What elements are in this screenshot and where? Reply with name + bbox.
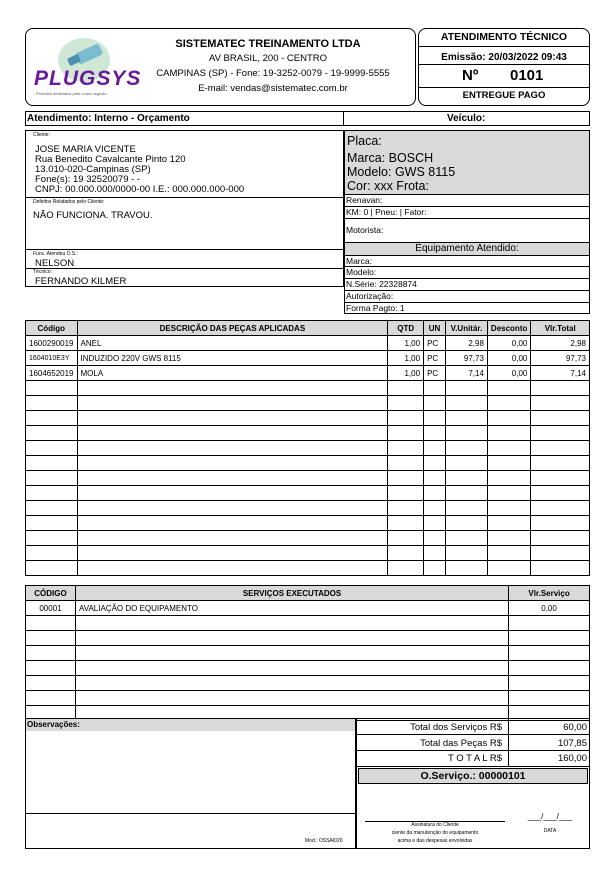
col-description: DESCRIÇÃO DAS PEÇAS APLICADAS [77, 321, 388, 336]
parts-header-row [26, 321, 590, 336]
client-name: JOSE MARIA VICENTE [35, 144, 136, 155]
form-model-code: Mod.: OSSAI020 [305, 838, 343, 844]
payment-method: Forma Pagto: 1 [346, 303, 405, 313]
technician-caption: Técnico: [33, 269, 52, 275]
client-caption: Cliente: [33, 132, 50, 138]
empty-row [26, 646, 590, 661]
notes-label: Observações: [27, 720, 80, 729]
empty-row [26, 546, 590, 561]
defects-text: NÃO FUNCIONA. TRAVOU. [33, 210, 153, 221]
parts-total-label: Total das Peças R$ [420, 738, 502, 749]
grand-total-value: 160,00 [557, 753, 587, 764]
service-type: Atendimento: Interno - Orçamento [27, 113, 190, 124]
col-discount: Desconto [487, 321, 530, 336]
grand-total-label: T O T A L R$ [447, 753, 502, 764]
date-label: DATA [543, 828, 557, 834]
table-row: 00001 AVALIAÇÃO DO EQUIPAMENTO 0,00 [26, 601, 590, 616]
empty-row [26, 616, 590, 631]
equipment-authorization: Autorização: [346, 291, 394, 301]
vehicle-color: Cor: xxx Frota: [347, 179, 429, 193]
attendant-caption: Func. Atendeu O.S.: [33, 251, 79, 257]
signature-caption-2: ciente da manutenção do equipamento [391, 830, 479, 836]
logo-tagline: Produtos dedicados para o seu negócio [36, 91, 107, 96]
col-unit-price: V.Unitár. [446, 321, 488, 336]
services-header-row [26, 586, 590, 601]
client-docs: CNPJ: 00.000.000/0000-00 I.E.: 000.000.000-000 [35, 184, 245, 195]
technician-name: FERNANDO KILMER [35, 276, 127, 287]
vehicle-plate: Placa: [347, 134, 382, 148]
col-service-value: Vlr.Serviço [509, 586, 590, 601]
empty-row [26, 691, 590, 706]
status-badge: ENTREGUE PAGO [462, 90, 546, 101]
empty-row [26, 661, 590, 676]
vehicle-brand: Marca: BOSCH [347, 151, 434, 165]
empty-row [26, 441, 590, 456]
table-row: 1604010E3Y INDUZIDO 220V GWS 8115 1,00 PC 97,73 0,00 97,73 [26, 351, 590, 366]
col-service-code: CÓDIGO [26, 586, 76, 601]
vehicle-renavan: Renavan: [346, 195, 383, 205]
vehicle-km: KM: 0 | Pneu: | Fator: [346, 207, 427, 217]
empty-row [26, 676, 590, 691]
empty-row [26, 501, 590, 516]
vehicle-driver: Motorista: [346, 225, 384, 235]
order-number-label: Nº [462, 67, 479, 84]
empty-row [26, 456, 590, 471]
empty-row [26, 531, 590, 546]
service-title: ATENDIMENTO TÉCNICO [440, 31, 568, 43]
order-number: 0101 [510, 67, 544, 84]
empty-row [26, 561, 590, 576]
company-address: AV BRASIL, 200 - CENTRO [208, 53, 328, 64]
date-slashes: ___/___/___ [527, 812, 573, 821]
equipment-brand: Marca: [346, 256, 372, 266]
empty-row [26, 631, 590, 646]
defects-caption: Defeitos Relatados pelo Cliente: [33, 199, 105, 205]
empty-row [26, 486, 590, 501]
vehicle-label: Veículo: [447, 113, 486, 124]
attendant-name: NELSON [35, 258, 75, 269]
equipment-model: Modelo: [346, 267, 377, 277]
empty-row [26, 516, 590, 531]
col-code: Código [26, 321, 78, 336]
parts-table [25, 320, 590, 576]
parts-total-value: 107,85 [557, 738, 587, 749]
empty-row [26, 426, 590, 441]
order-number-footer: O.Serviço.: 00000101 [420, 770, 526, 782]
services-total-label: Total dos Serviços R$ [410, 722, 502, 733]
signature-caption-3: acima e das despesas envolvidas [397, 838, 473, 844]
company-email: E-mail: vendas@sistematec.com.br [198, 83, 348, 94]
vehicle-model: Modelo: GWS 8115 [347, 165, 456, 179]
client-street: Rua Benedito Cavalcante Pinto 120 [35, 154, 186, 165]
equipment-serial: N.Série: 22328874 [346, 279, 417, 289]
empty-row [26, 396, 590, 411]
col-service-description: SERVIÇOS EXECUTADOS [75, 586, 508, 601]
emission-date: Emissão: 20/03/2022 09:43 [441, 52, 567, 63]
signature-caption-1: Assinatura do Cliente [411, 822, 459, 828]
services-table [25, 585, 590, 721]
company-name: SISTEMATEC TREINAMENTO LTDA [175, 38, 361, 50]
notes-box [25, 718, 356, 849]
client-phones: Fone(s): 19 32520079 - - [35, 174, 141, 185]
services-total-value: 60,00 [563, 722, 587, 733]
table-row: 1600290019 ANEL 1,00 PC 2,98 0,00 2,98 [26, 336, 590, 351]
company-city-phone: CAMPINAS (SP) - Fone: 19-3252-0079 - 19-9999-5555 [156, 68, 390, 79]
empty-row [26, 411, 590, 426]
empty-row [26, 471, 590, 486]
col-qty: QTD [388, 321, 424, 336]
company-logo [32, 34, 142, 100]
equipment-title: Equipamento Atendido: [415, 243, 519, 254]
table-row: 1604652019 MOLA 1,00 PC 7,14 0,00 7,14 [26, 366, 590, 381]
col-total: Vlr.Total [531, 321, 590, 336]
client-cep-city: 13.010-020-Campinas (SP) [35, 164, 151, 175]
logo-text: PLUGSYS [34, 67, 142, 90]
col-unit: UN [424, 321, 446, 336]
empty-row [26, 381, 590, 396]
